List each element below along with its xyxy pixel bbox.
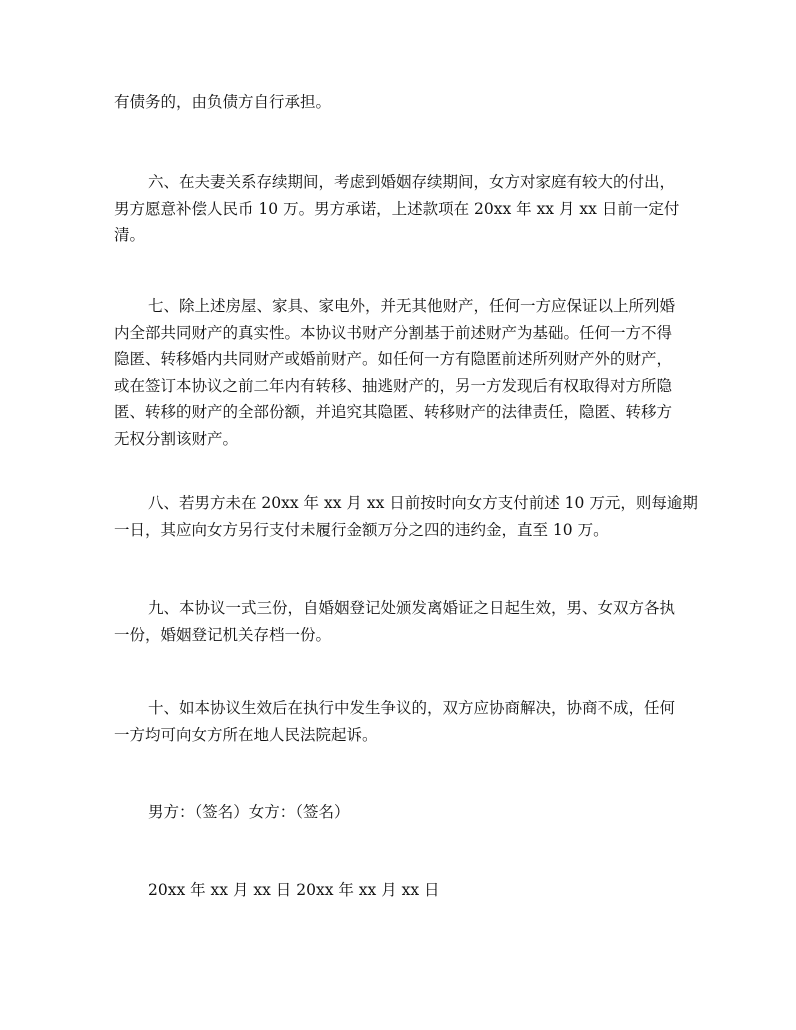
text-line	[114, 799, 694, 826]
text-line: 内全部共同财产的真实性。本协议书财产分割基于前述财产为基础。任何一方不得	[114, 323, 673, 342]
text-line: 清。	[114, 226, 146, 244]
text-line-content: 九、本协议一式三份，自婚姻登记处颁发离婚证之日起生效，男、女双方各执	[148, 599, 676, 617]
text-line	[114, 169, 694, 196]
paragraph-clause-eight	[114, 490, 698, 543]
text-line-content: 十、如本协议生效后在执行中发生争议的，双方应协商解决，协商不成，任何	[148, 699, 676, 717]
paragraph-debt	[114, 89, 694, 116]
text-line-content: 八、若男方未在 20xx 年 xx 月 xx 日前按时向女方支付前述 10 万元，则每逾期	[148, 494, 698, 512]
paragraph-clause-nine	[114, 595, 694, 648]
text-line	[114, 490, 698, 517]
text-line	[114, 877, 694, 904]
text-line: 匿、转移的财产的全部份额，并追究其隐匿、转移财产的法律责任，隐匿、转移方	[114, 403, 673, 421]
text-line-content: 六、在夫妻关系存续期间，考虑到婚姻存续期间，女方对家庭有较大的付出，	[148, 173, 676, 191]
text-line: 隐匿、转移婚内共同财产或婚前财产。如任何一方有隐匿前述所列财产外的财产，	[114, 350, 673, 368]
text-line-content: 七、除上述房屋、家具、家电外，并无其他财产，任何一方应保证以上所列婚	[148, 297, 676, 315]
paragraph-clause-seven	[114, 293, 694, 452]
date-text: 20xx 年 xx 月 xx 日 20xx 年 xx 月 xx 日	[148, 881, 440, 899]
text-line	[114, 695, 694, 722]
text-line: 男方愿意补偿人民币 10 万。男方承诺，上述款项在 20xx 年 xx 月 xx 日前一定付	[114, 199, 680, 218]
paragraph-clause-ten	[114, 695, 694, 748]
text-line: 一方均可向女方所在地人民法院起诉。	[114, 725, 378, 744]
signature-line	[114, 799, 694, 826]
text-line: 一日，其应向女方另行支付未履行金额万分之四的违约金，直至 10 万。	[114, 520, 609, 539]
signature-text: 男方：（签名）女方：（签名）	[148, 803, 350, 821]
text-line	[114, 595, 694, 622]
text-line: 或在签订本协议之前二年内有转移、抽逃财产的，另一方发现后有权取得对方所隐	[114, 376, 673, 395]
text-line	[114, 293, 694, 320]
text-line: 有债务的，由负债方自行承担。	[114, 93, 332, 111]
date-line	[114, 877, 694, 904]
paragraph-clause-six	[114, 169, 694, 249]
text-line: 一份，婚姻登记机关存档一份。	[114, 625, 332, 644]
text-line: 无权分割该财产。	[114, 429, 239, 448]
